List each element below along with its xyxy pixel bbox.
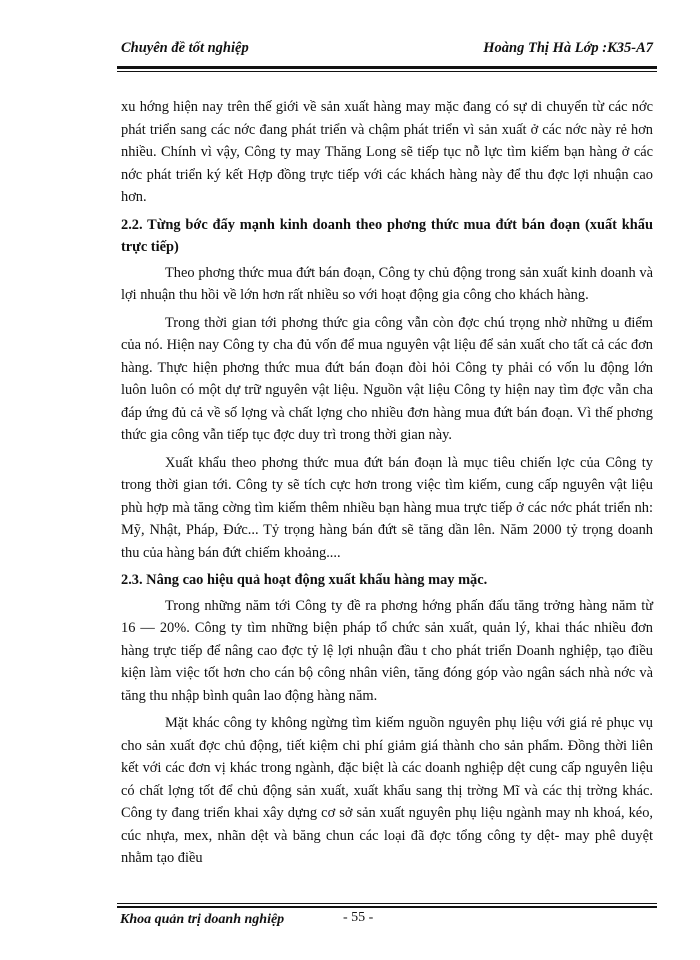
- paragraph-2-3-a: Trong những năm tới Công ty đề ra phơng hớng phấn đấu tăng trởng hàng năm từ 16 — 20%. Công ty tìm những biện pháp tổ chức sản xuất, quản lý, khai thác nhiều đơn hàng trực tiếp để nâng cao đợc tỷ lệ lợi nhuận đầu t cho phát triển Doanh nghiệp, tạo điều kiện làm việc tốt hơn cho cán bộ công nhân viên, tăng đóng góp vào ngân sách nhà nớc và tăng thu nhập bình quân lao động hàng năm.: [121, 597, 653, 704]
- body-text: [121, 96, 653, 875]
- section-heading-2-3: 2.3. Nâng cao hiệu quả hoạt động xuất khẩu hàng may mặc.: [121, 572, 488, 588]
- paragraph-2-3-b: Mặt khác công ty không ngừng tìm kiếm nguồn nguyên phụ liệu với giá rẻ phục vụ cho sản xuất đợc chủ động, tiết kiệm chi phí giảm giá thành cho sản phẩm. Đồng thời liên kết với các đơn vị khác trong ngành, đặc biệt là các doanh nghiệp dệt cung cấp nguyên liệu có chất lợng tốt để chủ động sản xuất, xuất khẩu sang thị trờng Mĩ và các thị trờng khác. Công ty đang triển khai xây dựng cơ sở sản xuất nguyên phụ liệu ngành may nh khoá, kéo, cúc nhựa, mex, nhãn dệt và băng chun các loại đã đợc tổng công ty dệt- may phê duyệt nhằm tạo điều: [121, 715, 653, 866]
- page-number: - 55 -: [343, 910, 374, 925]
- paragraph-2-2-b: Trong thời gian tới phơng thức gia công vẫn còn đợc chú trọng nhờ những u điểm của nó. Hiện nay Công ty cha đủ vốn để mua nguyên vật liệu để sản xuất cho tất cả các đơn hàng. Thực hiện phơng thức mua đứt bán đoạn đòi hỏi Công ty phải có vốn lu động lớn luôn luôn có một dự trữ nguyên vật liệu. Nguồn vật liệu Công ty hiện nay tìm đợc vẫn cha đáp ứng đủ cả về số lợng và chất lợng cho nhiều đơn hàng mua đứt bán đoạn. Vì thế phơng thức gia công vẫn tiếp tục đợc duy trì trong thời gian này.: [121, 314, 653, 443]
- header-document-title: Chuyên đề tốt nghiệp: [121, 40, 249, 56]
- header-rule-thick: [117, 66, 657, 69]
- paragraph-2-2-c: Xuất khẩu theo phơng thức mua đứt bán đoạn là mục tiêu chiến lợc của Công ty trong thời gian tới. Công ty sẽ tích cực hơn trong việc tìm kiếm, cung cấp nguyên vật liệu phù hợp mà tăng cờng tìm kiếm thêm nhiều bạn hàng mua trực tiếp ở các nớc phát triển nh: Mỹ, Nhật, Pháp, Đức... Tỷ trọng hàng bán đứt sẽ tăng dần lên. Năm 2000 tỷ trọng doanh thu của hàng bán đứt chiếm khoảng....: [121, 454, 653, 561]
- paragraph-intro: xu hớng hiện nay trên thế giới về sản xuất hàng may mặc đang có sự di chuyển từ các nớc phát triển sang các nớc đang phát triển và chậm phát triển vì sản xuất ở các nớc này rẻ hơn nhiều. Chính vì vậy, Công ty may Thăng Long sẽ tiếp tục nỗ lực tìm kiếm bạn hàng ở các nớc phát triển ký kết Hợp đồng trực tiếp với các khách hàng này để thu đợc lợi nhuận cao hơn.: [121, 99, 653, 205]
- page-header: [117, 40, 657, 62]
- header-rule-thin: [117, 71, 657, 72]
- paragraph-2-2-a: Theo phơng thức mua đứt bán đoạn, Công ty chủ động trong sản xuất kinh doanh và lợi nhuận thu hồi về lớn hơn rất nhiều so với hoạt động gia công cho khách hàng.: [121, 264, 653, 303]
- footer-faculty-name: Khoa quản trị doanh nghiệp: [120, 912, 285, 927]
- section-heading-2-2: 2.2. Từng bớc đẩy mạnh kinh doanh theo phơng thức mua đứt bán đoạn (xuất khẩu trực tiếp): [121, 216, 653, 255]
- footer-rule-thick: [117, 906, 657, 908]
- footer-rule-thin: [117, 903, 657, 904]
- header-author-class: Hoàng Thị Hà Lớp :K35-A7: [483, 40, 653, 56]
